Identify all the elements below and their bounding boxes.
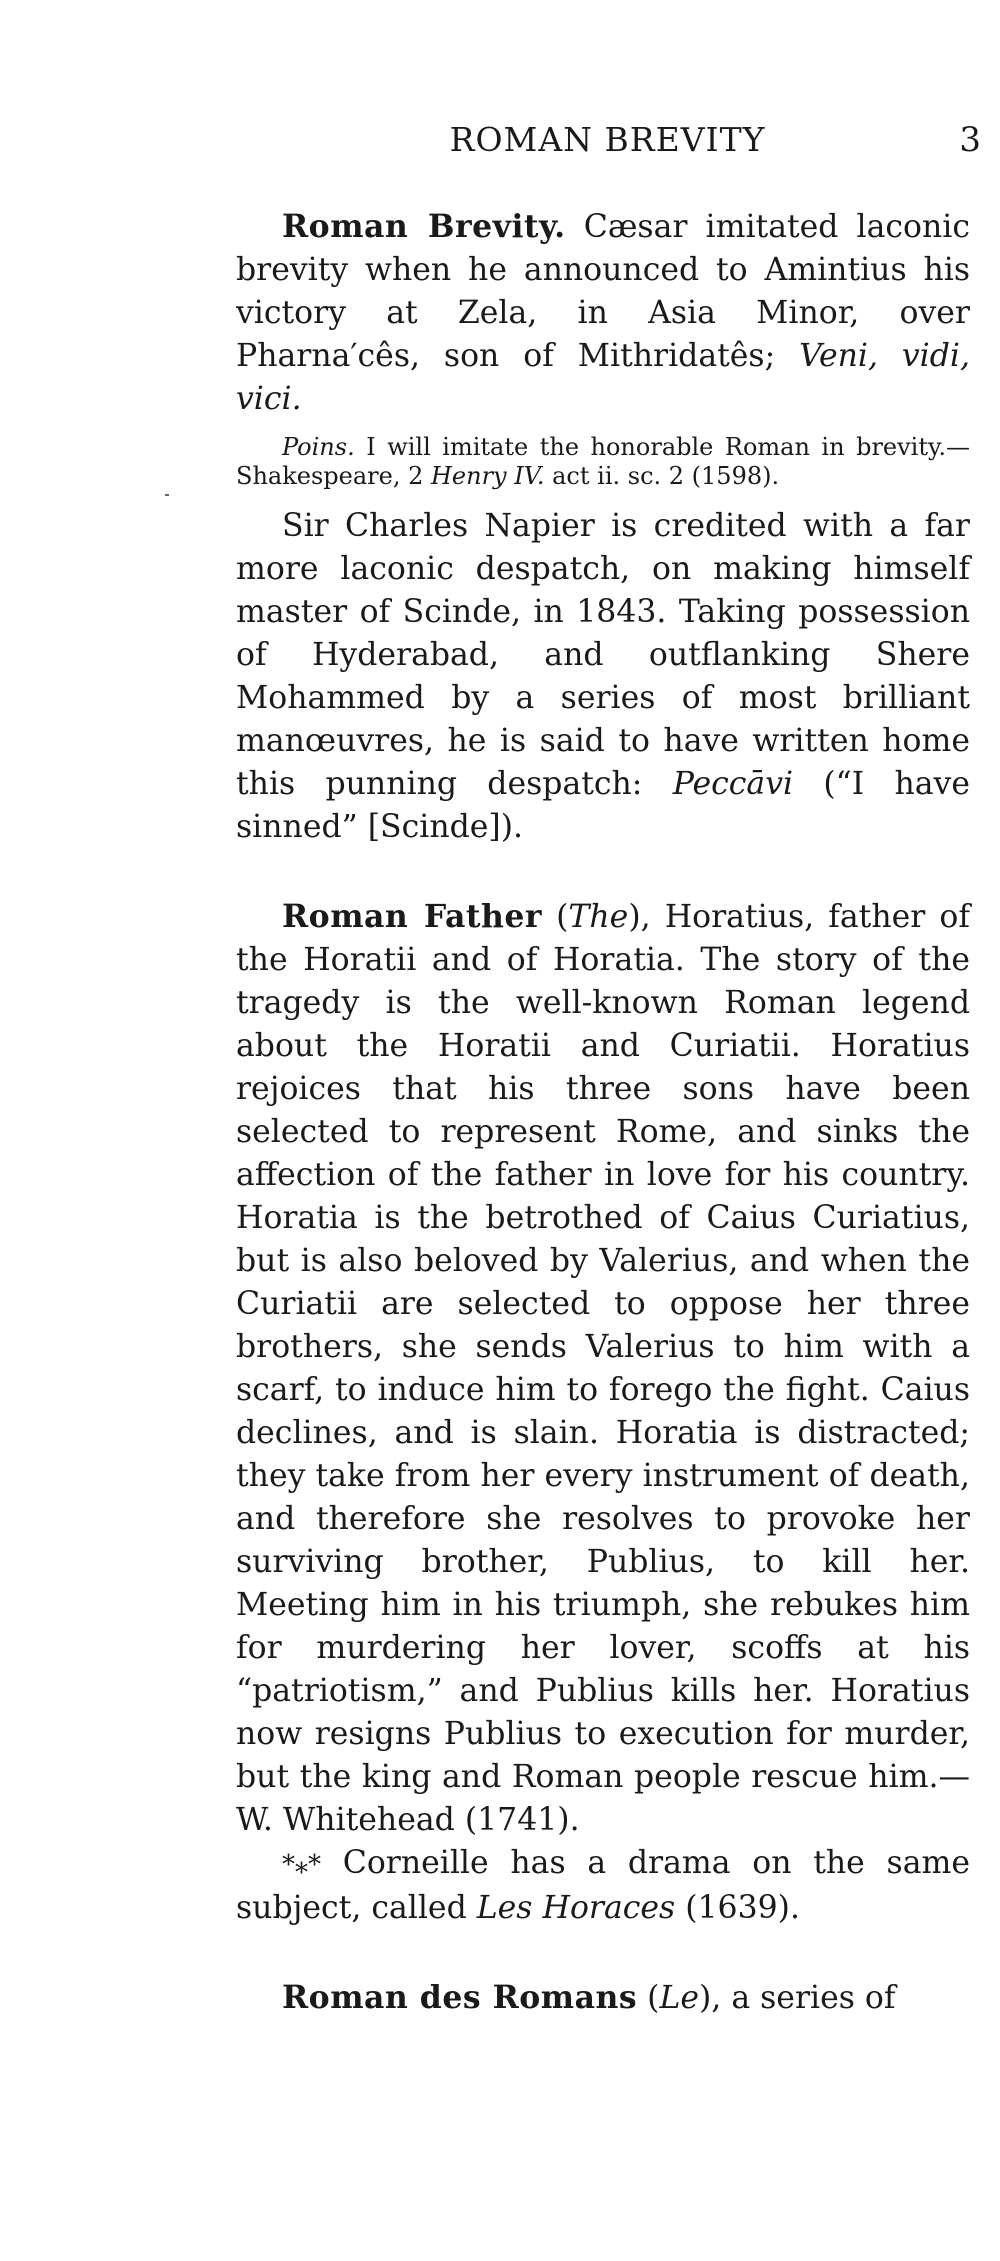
quote-text: act ii. sc. 2 (1598). [544, 462, 780, 490]
entry-roman-brevity [236, 205, 970, 849]
quote-text: I will imitate the honorable Roman in brevity.—Shakespeare, 2 [236, 433, 970, 490]
entry-roman-father [236, 895, 970, 1930]
entry-headword: Roman des Romans [282, 1979, 638, 2016]
punctuation: ( [637, 1980, 660, 2016]
entry-note [236, 1842, 970, 1930]
entry-text: Sir Charles Napier is credited with a far more laconic despatch, on making himself master of Scinde, in 1843. Taking possession of Hyderabad, and outflanking Shere Mohammed by a series of most brilliant manœuvres, he is said to have written home this punning despatch: [236, 508, 970, 802]
punctuation: ( [542, 899, 569, 935]
entry-paragraph [236, 505, 970, 849]
quote-speaker: Poins. [282, 433, 355, 461]
running-title: ROMAN BREVITY [449, 120, 766, 159]
entry-roman-des-romans [236, 1976, 970, 2020]
page-number: 3 [959, 120, 981, 160]
entry-qualifier: The [568, 899, 629, 935]
punctuation: ), [628, 899, 651, 935]
work-title: Les Horaces [476, 1890, 676, 1926]
entry-text: Cæsar imitated laconic brevity when he announced to Amintius his victory at Zela, in Asia Minor, over Pharna′cês, son of Mithridatês; [236, 209, 970, 374]
entry-qualifier: Le [659, 1980, 700, 2016]
page-header [230, 120, 985, 170]
entry-paragraph [236, 205, 970, 421]
quote-work-title: Henry IV. [430, 462, 545, 490]
asterism-mark: *⁎* [282, 1850, 321, 1880]
latin-motto: Veni, vidi, vici. [236, 338, 970, 417]
entry-text: Corneille has a drama on the same subject, called [236, 1845, 970, 1926]
quotation [236, 433, 970, 491]
punctuation: ), [699, 1980, 722, 2016]
entry-headword: Roman Brevity. [282, 208, 566, 245]
entry-text: a series of [721, 1980, 896, 2016]
entry-paragraph [236, 1976, 970, 2020]
entry-text: Horatius, father of the Horatii and of Horatia. The story of the tragedy is the well-known Roman legend about the Horatii and Curiatii. Horatius rejoices that his three sons have been selected to represent Rome, and sinks the affection of the father in love for his country. Horatia is the betrothed of Caius Curiatius, but is also beloved by Valerius, and when the Curiatii are selected to oppose her three brothers, she sends Valerius to him with a scarf, to induce him to forego the fight. Caius declines, and is slain. Horatia is distracted; they take from her every instrument of death, and therefore she resolves to provoke her surviving brother, Publius, to kill her. Meeting him in his triumph, she rebukes him for murdering her lover, scoffs at his “patriotism,” and Publius kills her. Horatius now resigns Publius to execution for murder, but the king and Roman people rescue him.—W. Whitehead (1741). [236, 899, 970, 1838]
entry-text: (“I have sinned” [Scinde]). [236, 766, 970, 845]
entry-paragraph [236, 895, 970, 1842]
text-column [236, 205, 970, 2066]
entry-headword: Roman Father [282, 898, 542, 935]
pun-word: Peccāvi [672, 766, 794, 802]
margin-mark [165, 494, 169, 496]
entry-text: (1639). [675, 1890, 800, 1926]
